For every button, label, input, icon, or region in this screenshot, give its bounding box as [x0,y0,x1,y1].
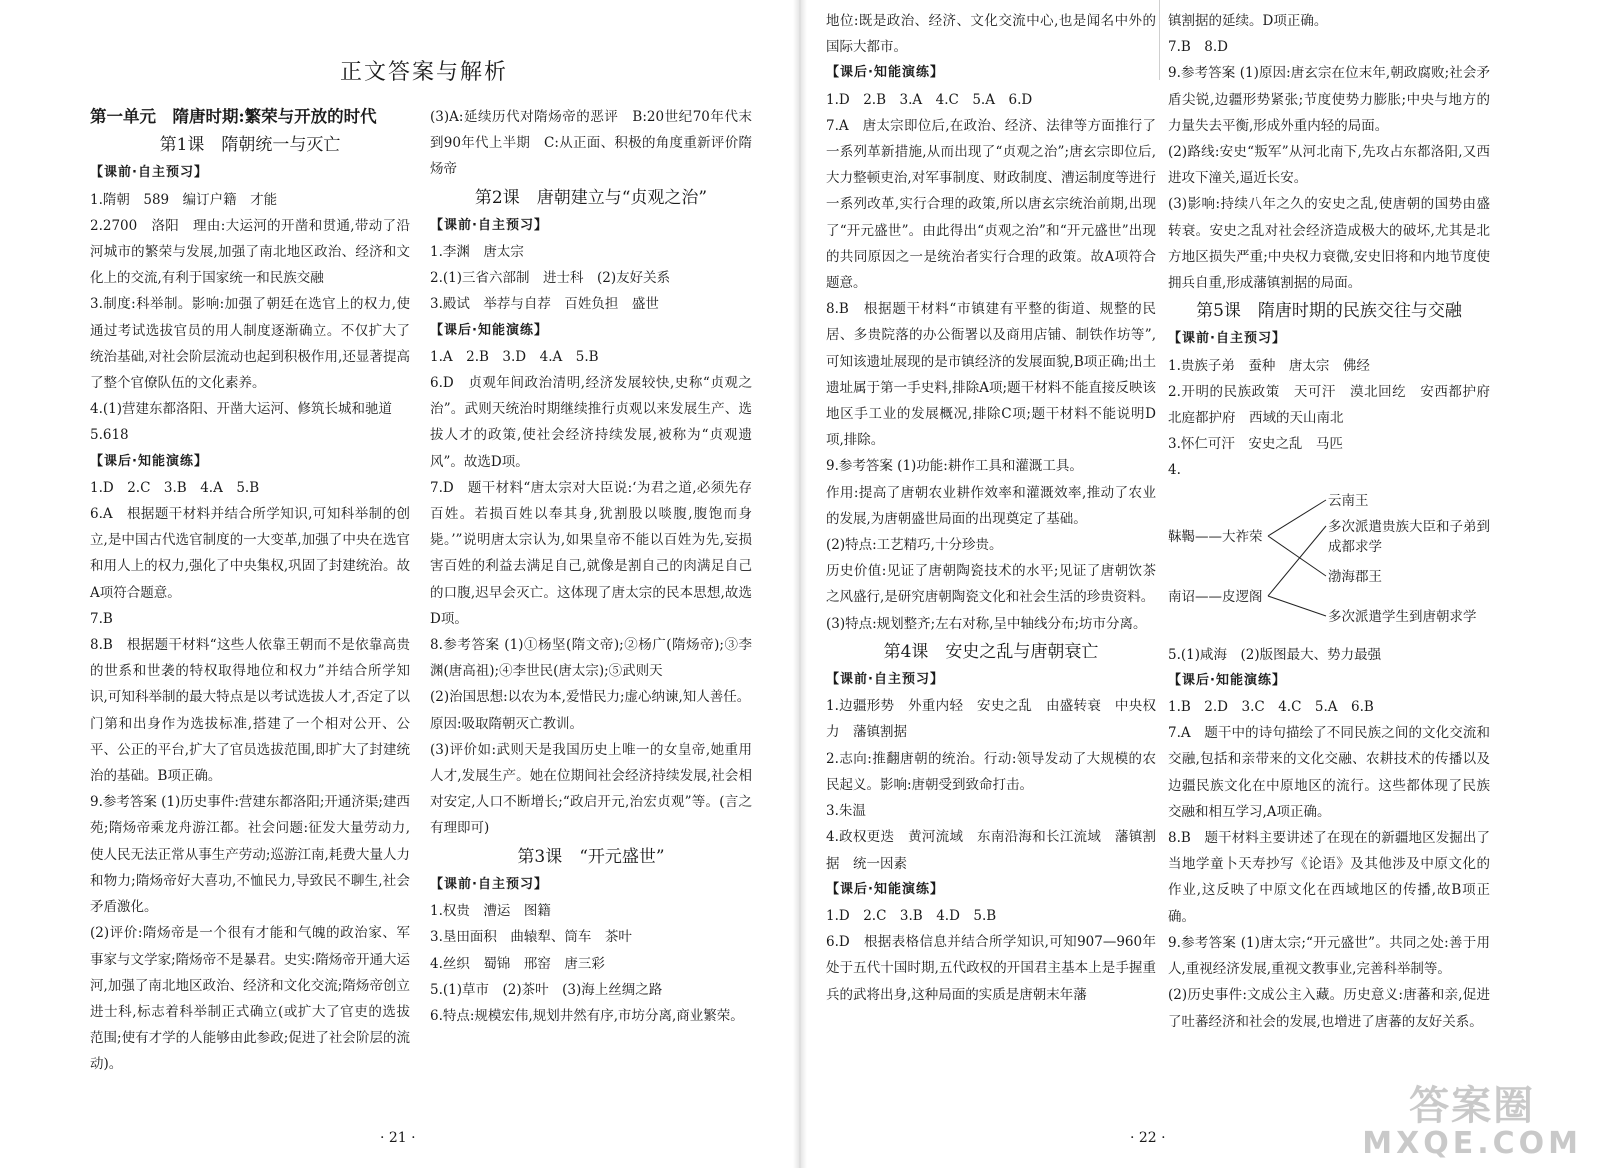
answer-paragraph: 8.B 根据题干材料“市镇建有平整的街道、规整的民居、多贵院落的办公衙署以及商用店铺、制铁作坊等”,可知该遗址展现的是市镇经济的发展面貌,B项正确;出土遗址属于第一手史料,排除A项;题干材料不能直接反映该地区手工业的发展概况,排除C项;题干材料不能说明D项,排除。 [826,301,1156,449]
answer-paragraph: 8.参考答案 (1)①杨坚(隋文帝);②杨广(隋炀帝);③李渊(唐高祖);④李世民(唐太宗);⑤武则天 [430,637,752,680]
answer-paragraph: 7.A 唐太宗即位后,在政治、经济、法律等方面推行了一系列革新措施,从而出现了“贞观之治”;唐玄宗即位后,大力整顿吏治,对军事制度、财政制度、漕运制度等进行一系列改革,实行合理的政策,所以唐玄宗统治前期,出现了“开元盛世”。由此得出“贞观之治”和“开元盛世”出现的共同原因之一是统治者实行合理的政策。故A项符合题意。 [826,117,1156,292]
answer-paragraph: 2.2700 洛阳 理由:大运河的开凿和贯通,带动了沿河城市的繁荣与发展,加强了南北地区政治、经济和文化上的交流,有利于国家统一和民族交融 [90,217,410,287]
document-title: 正文答案与解析 [340,60,509,85]
answer-paragraph: 8.B 题干材料主要讲述了在现在的新疆地区发掘出了当地学童卜天寿抄写《论语》及其他涉及中原文化的作业,这反映了中原文化在西域地区的传播,故B项正确。 [1168,830,1490,925]
answer-paragraph: 1.边疆形势 外重内轻 安史之乱 由盛转衰 中央权力 藩镇割据 [826,698,1156,741]
diagram-left-top: 靺鞨——大祚荣 [1168,528,1263,545]
right-column-2 [1168,8,1504,1035]
diagram-connector [1268,500,1326,536]
answer-paragraph: 1.李渊 唐太宗 [430,244,524,261]
lesson-title: 第1课 隋朝统一与灭亡 [159,135,341,156]
answer-paragraph: 9.参考答案 (1)原因:唐玄宗在位末年,朝政腐败;社会矛盾尖锐,边疆形势紧张;节度使势力膨胀;中央与地方的力量失去平衡,形成外重内轻的局面。 [1168,65,1490,134]
answer-paragraph: 2.开明的民族政策 天可汗 漠北回纥 安西都护府 北庭都护府 西域的天山南北 [1168,383,1504,427]
left-column-2 [430,104,752,1029]
answer-paragraph: 9.参考答案 (1)唐太宗;“开元盛世”。共同之处:善于用人,重视经济发展,重视文教事业,完善科举制等。 [1168,934,1490,978]
watermark-logo: 答案圈 MXQE.COM [1362,1083,1582,1161]
answer-paragraph: (3)评价如:武则天是我国历史上唯一的女皇帝,她重用人才,发展生产。她在位期间社会经济持续发展,社会相对安定,人口不断增长;“政启开元,治宏贞观”等。(言之有理即可) [430,741,752,837]
answer-paragraph: (2)评价:隋炀帝是一个很有才能和气魄的政治家、军事家与文学家;隋炀帝不是暴君。史实:隋炀帝开通大运河,加强了南北地区政治、经济和文化交流;隋炀帝创立进士科,标志着科举制正式确立(或扩大了官吏的选拔范围;使有才学的人能够由此参政;促进了社会阶层的流动)。 [90,925,410,1073]
answer-paragraph: (3)A:延续历代对隋炀帝的恶评 B:20世纪70年代末到90年代上半期 C:从正面、积极的角度重新评价隋炀帝 [430,109,752,178]
answer-paragraph: 8.B 根据题干材料“这些人依靠王朝而不是依靠高贵的世系和世袭的特权取得地位和权力”并结合所学知识,可知科举制的最大特点是以考试选拔人才,否定了以门第和出身作为选拔标准,搭建了一个相对公开、公平、公正的平台,扩大了官员选拔范围,即扩大了封建统治的基础。B项正确。 [90,637,410,785]
lesson-title: 第5课 隋唐时期的民族交往与交融 [1196,301,1462,322]
lesson-title: 第3课 “开元盛世” [517,846,665,867]
answer-paragraph: 3.制度:科举制。影响:加强了朝廷在选官上的权力,使通过考试选拔官员的用人制度逐渐确立。不仅扩大了统治基础,对社会阶层流动也起到积极作用,还显著提高了整个官僚队伍的文化素养。 [90,296,410,392]
section-bar: 【课后·知能演练】 [826,881,944,897]
answer-paragraph: 6.D 根据表格信息并结合所学知识,可知907—960年处于五代十国时期,五代政权的开国君主基本上是手握重兵的武将出身,这种局面的实质是唐朝末年藩 [826,934,1156,1003]
answer-paragraph: 1.隋朝 589 编订户籍 才能 [90,191,278,208]
answer-paragraph: 4. [1168,462,1181,479]
answer-paragraph: 5.618 [90,427,129,444]
answer-paragraph: 7.A 题干中的诗句描绘了不同民族之间的文化交流和交融,包括和亲带来的文化交融、农耕技术的传播以及边疆民族文化在中原地区的流行。这些都体现了民族交融和相互学习,A项正确。 [1168,725,1490,820]
answer-paragraph: 1.A 2.B 3.D 4.A 5.B [430,348,599,365]
section-bar: 【课后·知能演练】 [90,453,208,469]
diagram-connector [1268,596,1326,616]
answer-paragraph: 7.B 8.D [1168,39,1229,56]
answer-paragraph: 3.垦田面积 曲辕犁、筒车 茶叶 [430,929,632,946]
answer-paragraph: (3)影响:持续八年之久的安史之乱,使唐朝的国势由盛转衰。安史之乱对社会经济造成极大的破坏,尤其是北方地区损失严重;中央权力衰微,安史旧将和内地节度使拥兵自重,形成藩镇割据的局面。 [1168,196,1490,292]
lesson-title: 第4课 安史之乱与唐朝衰亡 [883,641,1099,662]
column-divider [1159,0,1160,80]
section-bar: 【课前·自主预习】 [826,672,944,688]
diagram-left-bottom: 南诏——皮逻阁 [1168,588,1263,605]
diagram-connector [1268,526,1326,596]
page-number-left: · 21 · [380,1130,416,1146]
answer-paragraph: 7.D 题干材料“唐太宗对大臣说:‘为君之道,必须先存百姓。若损百姓以奉其身,犹割股以啖腹,腹饱而身毙。’”说明唐太宗认为,如果皇帝不能以百姓为先,妄损害百姓的利益去满足自己,就像是割自己的肉满足自己的口腹,迟早会灭亡。这体现了唐太宗的民本思想,故选D项。 [430,479,752,627]
left-column-1 [90,104,410,1078]
section-bar: 【课后·知能演练】 [826,65,944,81]
diagram-right-2: 多次派遣贵族大臣和子弟到 [1328,518,1490,535]
answer-paragraph: (2)历史事件:文成公主入藏。历史意义:唐蕃和亲,促进了吐蕃经济和社会的发展,也增进了唐蕃的友好关系。 [1168,987,1490,1030]
answer-paragraph: 1.权贵 漕运 图籍 [430,903,551,920]
answer-paragraph: 7.B [90,610,113,627]
page-number-right: · 22 · [1130,1130,1166,1146]
answer-paragraph: 9.参考答案 (1)功能:耕作工具和灌溉工具。 [826,458,1083,475]
answer-paragraph: 3.殿试 举荐与自荐 百姓负担 盛世 [430,296,659,313]
diagram-right-2b: 成都求学 [1328,538,1382,555]
section-bar: 【课后·知能演练】 [1168,672,1286,688]
answer-paragraph: (2)特点:工艺精巧,十分珍贵。 [826,537,1003,554]
answer-paragraph: 1.贵族子弟 蚕种 唐太宗 佛经 [1168,357,1370,374]
diagram-right-1: 云南王 [1328,492,1369,509]
answer-paragraph: 原因:吸取隋朝灭亡教训。 [430,715,584,732]
answer-paragraph: 1.D 2.C 3.B 4.A 5.B [90,479,260,496]
answer-paragraph: 地位:既是政治、经济、文化交流中心,也是闻名中外的国际大都市。 [826,13,1156,56]
answer-paragraph: 3.怀仁可汗 安史之乱 马匹 [1168,436,1343,453]
answer-paragraph: 2.志向:推翻唐朝的统治。行动:领导发动了大规模的农民起义。影响:唐朝受到致命打击。 [826,750,1156,793]
section-bar: 【课后·知能演练】 [430,322,548,338]
section-bar: 【课前·自主预习】 [1168,331,1286,347]
section-bar: 【课前·自主预习】 [430,217,548,233]
section-bar: 【课前·自主预习】 [430,876,548,892]
answer-paragraph: (2)路线:安史“叛军”从河北南下,先攻占东都洛阳,又西进攻下潼关,逼近长安。 [1168,144,1490,187]
answer-paragraph: 3.朱温 [826,803,866,820]
diagram-connectors [1168,488,1368,638]
answer-paragraph: 6.特点:规模宏伟,规划井然有序,市坊分离,商业繁荣。 [430,1007,744,1024]
answer-paragraph: 4.政权更迭 黄河流域 东南沿海和长江流域 藩镇割据 统一因素 [826,829,1156,872]
answer-paragraph: 1.D 2.B 3.A 4.C 5.A 6.D [826,91,1033,108]
answer-paragraph: 5.(1)咸海 (2)版图最大、势力最强 [1168,646,1382,663]
answer-paragraph: 1.B 2.D 3.C 4.C 5.A 6.B [1168,699,1374,716]
answer-paragraph: (2)治国思想:以农为本,爱惜民力;虚心纳谏,知人善任。 [430,689,751,706]
answer-paragraph: 2.(1)三省六部制 进士科 (2)友好关系 [430,270,671,287]
answer-paragraph: 6.D 贞观年间政治清明,经济发展较快,史称“贞观之治”。武则天统治时期继续推行贞观以来发展生产、选拔人才的政策,使社会经济持续发展,被称为“贞观遗风”。故选D项。 [430,375,752,470]
answer-paragraph: 6.A 根据题干材料并结合所学知识,可知科举制的创立,是中国古代选官制度的一大变革,加强了中央在选官和用人上的权力,强化了中央集权,巩固了封建统治。故A项符合题意。 [90,506,410,601]
lesson-title: 第2课 唐朝建立与“贞观之治” [474,187,708,208]
answer-paragraph: 镇割据的延续。D项正确。 [1168,13,1328,29]
unit-title: 第一单元 隋唐时期:繁荣与开放的时代 [90,107,377,126]
answer-paragraph: 1.D 2.C 3.B 4.D 5.B [826,907,997,924]
answer-paragraph: 4.(1)营建东都洛阳、开凿大运河、修筑长城和驰道 [90,401,393,418]
answer-paragraph: 5.(1)草市 (2)茶叶 (3)海上丝绸之路 [430,981,663,998]
relationship-diagram [1168,488,1490,638]
section-bar: 【课前·自主预习】 [90,165,208,181]
diagram-connector [1268,536,1326,576]
right-column-1 [826,8,1156,1008]
answer-paragraph: 4.丝织 蜀锦 邢窑 唐三彩 [430,955,605,972]
answer-paragraph: 历史价值:见证了唐朝陶瓷技术的水平;见证了唐朝饮茶之风盛行,是研究唐朝陶瓷文化和社会生活的珍贵资料。 [826,563,1156,606]
diagram-right-4: 多次派遣学生到唐朝求学 [1328,608,1477,625]
right-page [800,0,1600,1168]
answer-paragraph: 作用:提高了唐朝农业耕作效率和灌溉效率,推动了农业的发展,为唐朝盛世局面的出现奠定了基础。 [826,484,1156,527]
diagram-right-3: 渤海郡王 [1328,568,1382,585]
answer-paragraph: (3)特点:规划整齐;左右对称,呈中轴线分布;坊市分离。 [826,615,1147,632]
answer-paragraph: 9.参考答案 (1)历史事件:营建东都洛阳;开通济渠;建西苑;隋炀帝乘龙舟游江都。社会问题:征发大量劳动力,使人民无法正常从事生产劳动;巡游江南,耗费大量人力和物力;隋炀帝好大喜功,不恤民力,导致民不聊生,社会矛盾激化。 [90,794,410,916]
